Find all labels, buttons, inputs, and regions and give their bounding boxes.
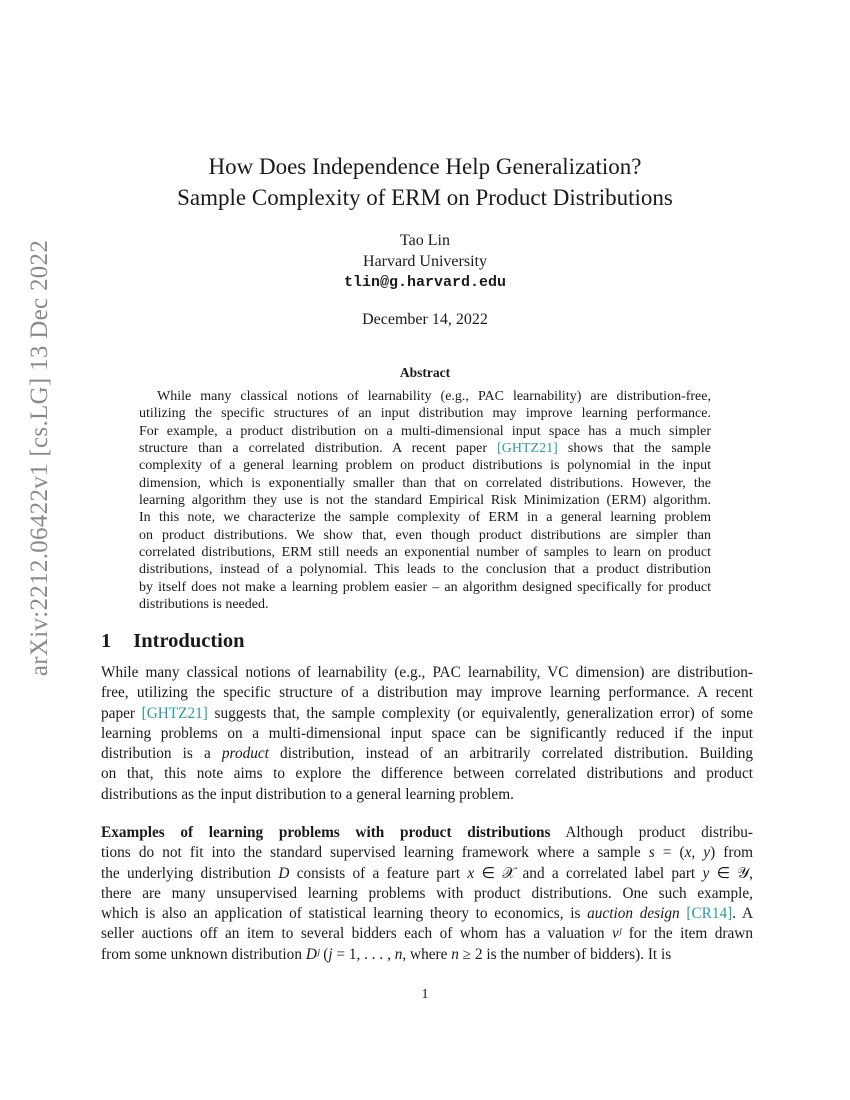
text-span: there are many unsupervised learning problems with product distributions. One such example,: [101, 884, 753, 902]
text-line: [101, 884, 753, 904]
text-line: [101, 764, 753, 784]
text-span: the underlying distribution: [101, 864, 279, 882]
citation-link[interactable]: [GHTZ21]: [141, 704, 208, 722]
text-span: shows that the sample: [557, 441, 711, 457]
paper-title-line-1: How Does Independence Help Generalization?: [208, 154, 642, 179]
text-span: distribution is a: [101, 745, 222, 763]
section-number: 1: [101, 630, 112, 652]
text-span: = 1, . . . ,: [332, 945, 395, 963]
text-span: which is also an application of statistical learning theory to economics, is: [101, 905, 588, 923]
text-span: learning problems on a multi-dimensional input space can be significantly reduced if the input: [101, 724, 753, 742]
text-span: While many classical notions of learnability (e.g., PAC learnability, VC dimension) are distribution-: [101, 664, 753, 681]
text-span: by itself does not make a learning problem easier – an algorithm designed specifically for product: [139, 579, 711, 595]
text-line: [139, 561, 711, 578]
examples-paragraph: [101, 823, 753, 965]
text-line: [101, 704, 753, 724]
text-span: consists of a feature part: [289, 864, 468, 882]
intro-paragraph: [101, 663, 753, 805]
text-line: [139, 457, 711, 474]
page-number: 1: [421, 987, 429, 1002]
text-line: [101, 843, 753, 863]
citation-link[interactable]: [CR14]: [686, 905, 733, 923]
text-span: D: [278, 864, 290, 882]
text-line: [101, 785, 753, 805]
text-span: distributions as the input distribution to a general learning problem.: [101, 785, 514, 803]
text-span: x: [467, 864, 475, 882]
text-span: suggests that, the sample complexity (or equivalently, generalization error) of some: [207, 704, 753, 722]
text-span: x, y: [684, 844, 711, 862]
text-span: free, utilizing the specific structure of a distribution may improve learning performance. A recent: [101, 684, 753, 702]
text-line: [139, 579, 711, 596]
text-span: product: [221, 745, 269, 763]
text-span: distributions, instead of a polynomial. This leads to the conclusion that a product distribution: [139, 562, 711, 578]
text-span: ∈ 𝒳 and a correlated label part: [474, 864, 703, 882]
text-line: [101, 724, 753, 744]
text-span: ) from: [710, 844, 754, 862]
text-line: [101, 864, 753, 884]
text-span: from some unknown distribution: [101, 945, 306, 963]
text-span: vʲ: [611, 925, 622, 943]
text-span: y: [702, 864, 710, 882]
text-span: . A: [732, 905, 753, 923]
text-span: j: [328, 945, 333, 963]
section-title: Introduction: [133, 630, 245, 652]
text-span: Examples of learning problems with product distributions: [101, 824, 551, 841]
section-heading-introduction: [101, 630, 245, 653]
text-span: ∈ 𝒴,: [709, 864, 753, 882]
text-span: structure than a correlated distribution. A recent paper: [139, 441, 498, 457]
text-span: dimension, which is exponentially smaller than that on correlated distributions. However, the: [139, 475, 711, 491]
text-line: [101, 945, 753, 965]
author-email: tlin@g.harvard.edu: [343, 274, 507, 291]
text-span: While many classical notions of learnability (e.g., PAC learnability) are distribution-free,: [157, 389, 711, 404]
text-line: [139, 527, 711, 544]
text-line: [139, 388, 711, 405]
text-line: [139, 596, 711, 613]
text-span: Dʲ: [305, 945, 320, 963]
text-span: n: [451, 945, 459, 963]
text-span: Although product distribu-: [550, 824, 753, 841]
text-span: for the item drawn: [621, 925, 753, 943]
text-line: [139, 544, 711, 561]
text-line: [139, 440, 711, 457]
paper-title-line-2: Sample Complexity of ERM on Product Distributions: [177, 185, 673, 210]
author-name: Tao Lin: [400, 232, 450, 249]
text-span: In this note, we characterize the sample complexity of ERM in a general learning problem: [139, 510, 711, 526]
text-span: ≥ 2 is the number of bidders). It is: [458, 945, 672, 963]
text-line: [139, 405, 711, 422]
text-span: utilizing the specific structures of an input distribution may improve learning performance.: [139, 406, 711, 422]
text-span: on that, this note aims to explore the difference between correlated distributions and product: [101, 765, 753, 783]
abstract-body: [139, 388, 711, 613]
arxiv-identifier-stamp: arXiv:2212.06422v1 [cs.LG] 13 Dec 2022: [26, 239, 53, 677]
text-line: [101, 744, 753, 764]
text-span: on product distributions. We show that, even though product distributions are simpler than: [139, 527, 711, 543]
text-line: [139, 423, 711, 440]
text-span: = (: [654, 844, 685, 862]
text-span: For example, a product distribution on a multi-dimensional input space has a much simpler: [139, 423, 711, 439]
text-span: seller auctions off an item to several bidders each of whom has a valuation: [101, 925, 612, 943]
text-line: [101, 683, 753, 703]
citation-link[interactable]: [GHTZ21]: [497, 441, 558, 457]
text-line: [139, 475, 711, 492]
author-affiliation: Harvard University: [363, 253, 487, 270]
text-span: complexity of a general learning problem on product distributions is polynomial in the input: [139, 458, 711, 474]
text-span: correlated distributions, ERM still needs an exponential number of samples to learn on product: [139, 545, 711, 561]
text-line: [101, 823, 753, 843]
text-span: learning algorithm they use is not the standard Empirical Risk Minimization (ERM) algorithm.: [139, 493, 711, 509]
text-span: distributions is needed.: [139, 597, 269, 613]
abstract-heading: Abstract: [399, 365, 451, 380]
text-span: distribution, instead of an arbitrarily correlated distribution. Building: [268, 745, 753, 763]
text-line: [101, 924, 753, 944]
text-line: [139, 509, 711, 526]
text-span: paper: [101, 704, 142, 722]
text-line: [139, 492, 711, 509]
text-span: , where: [402, 945, 452, 963]
text-span: (: [319, 945, 329, 963]
text-line: [101, 663, 753, 683]
text-line: [101, 904, 753, 924]
text-span: tions do not fit into the standard supervised learning framework where a sample: [101, 844, 649, 862]
text-span: auction design: [587, 905, 680, 923]
text-span: s: [648, 844, 655, 862]
text-span: n: [394, 945, 403, 963]
paper-date: December 14, 2022: [362, 311, 488, 328]
